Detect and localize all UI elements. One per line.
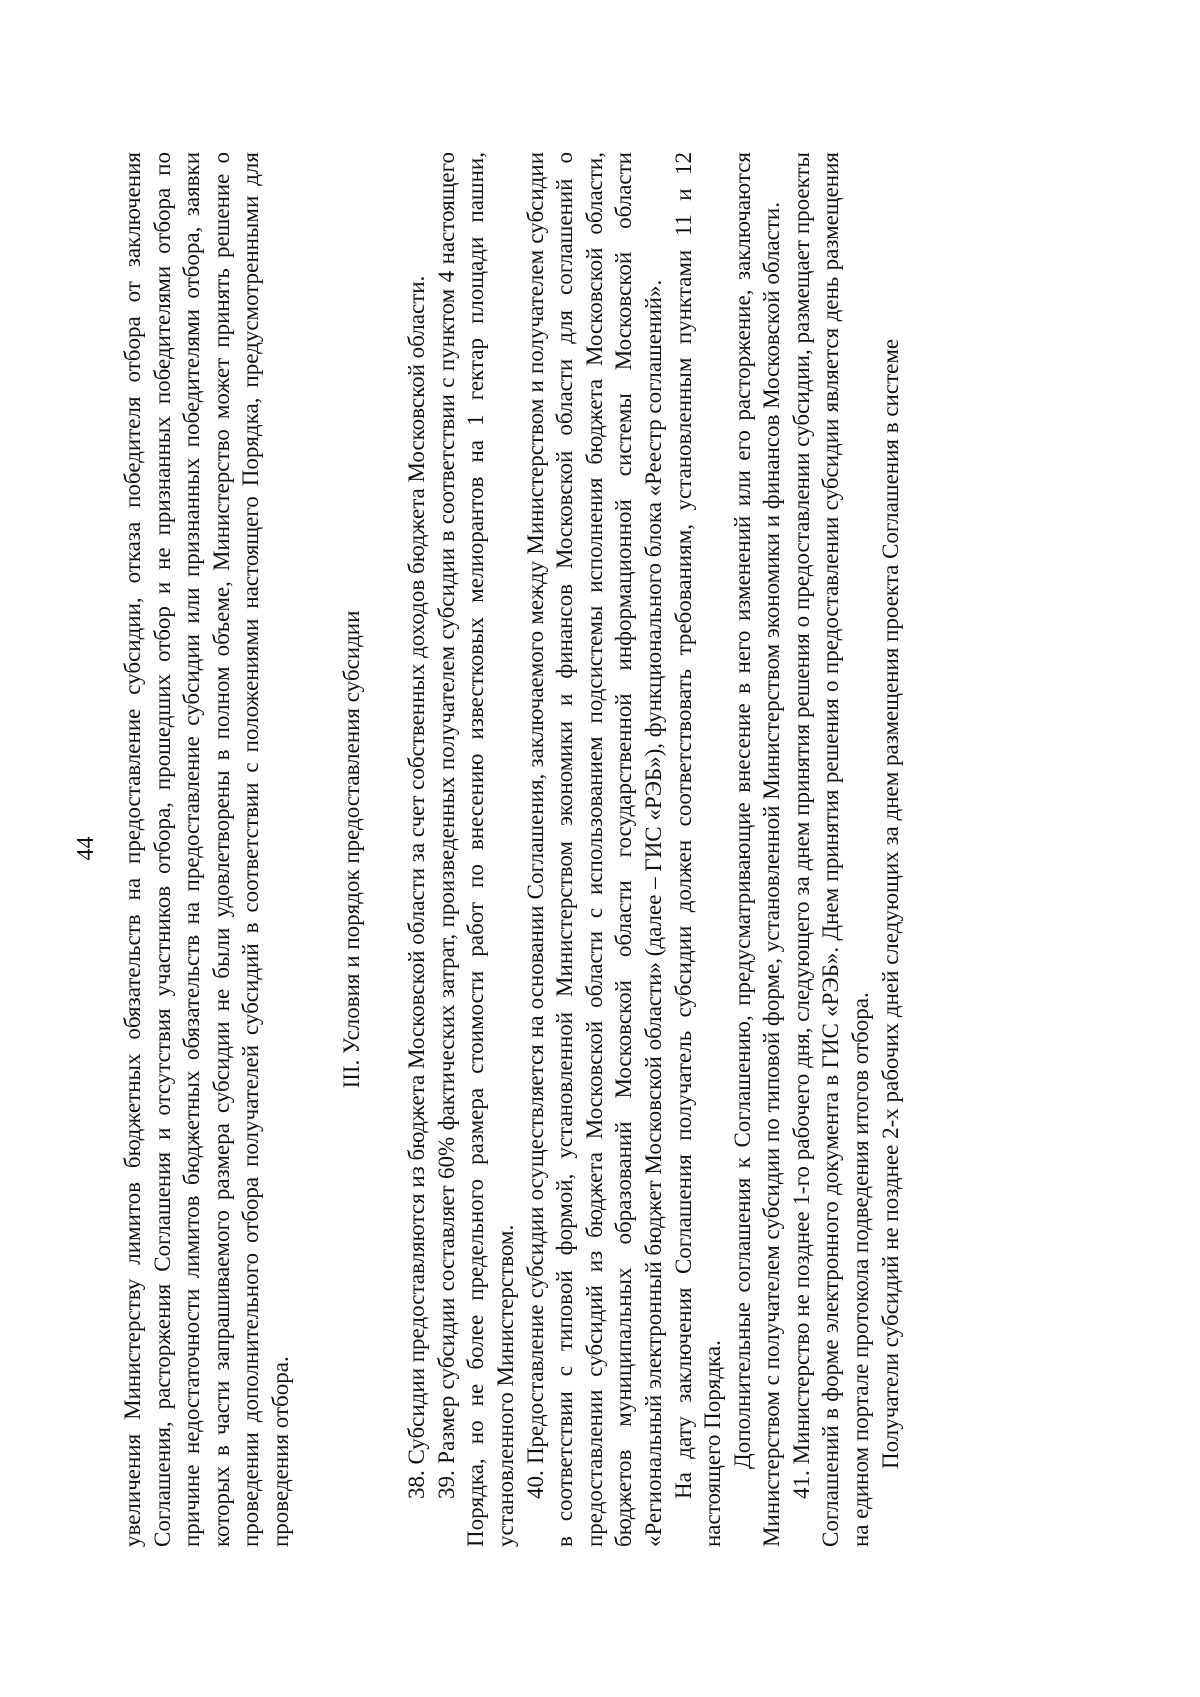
page-number: 44 <box>73 836 99 861</box>
document-body <box>118 152 905 1547</box>
paragraph-41: 41. Министерство не позднее 1-го рабочего дня, следующего за днем принятия решения о предоставлении субсидии, размещает проекты Соглашений в форме электронного документа в ГИС «РЭБ». Днем принятия решения о предоставлении субсидии является день размещения на едином портале протокола подведения итогов отбора. <box>788 152 874 1547</box>
paragraph-39: 39. Размер субсидии составляет 60% фактических затрат, произведенных получателем субсидии в соответствии с пунктом 4 настоящего Порядка, но не более предельного размера стоимости работ по внесению известковых мелиорантов на 1 гектар площади пашни, установленного Министерством. <box>433 152 518 1547</box>
paragraph-40-requirements: На дату заключения Соглашения получатель субсидии должен соответствовать требованиям, установленным пунктами 11 и 12 настоящего Порядка. <box>670 152 726 1547</box>
intro-paragraph: увеличения Министерству лимитов бюджетных обязательств на предоставление субсидии, отказа победителя отбора от заключения Соглашения, расторжения Соглашения и отсутствия участников отбора, прошедших отбор и не признанных победителями отбора по причине недостаточности лимитов бюджетных обязательств на предоставление субсидии или признанных победителями отбора, заявки которых в части запрашиваемого размера субсидии не были удовлетворены в полном объеме, Министерство может принять решение о проведении дополнительного отбора получателей субсидий в соответствии с положениями настоящего Порядка, предусмотренными для проведения отбора. <box>120 152 293 1547</box>
section-heading: III. Условия и порядок предоставления субсидии <box>338 610 364 1089</box>
paragraph-40: 40. Предоставление субсидии осуществляется на основании Соглашения, заключаемого между Министерством и получателем субсидии в соответствии с типовой формой, установленной Министерством экономики и финансов Московской области для соглашений о предоставлении субсидий из бюджета Московской области с использованием подсистемы исполнения бюджета Московской области, бюджетов муниципальных образований Московской области государственной информационной системы Московской области «Региональный электронный бюджет Московской области» (далее – ГИС «РЭБ»), функционального блока «Реестр соглашений». <box>522 152 666 1547</box>
paragraph-38: 38. Субсидии предоставляются из бюджета Московской области за счет собственных доходов бюджета Московской области. <box>404 275 430 1499</box>
paragraph-40-additional-agreements: Дополнительные соглашения к Соглашению, предусматривающие внесение в него изменений или его расторжение, заключаются Министерством с получателем субсидии по типовой форме, установленной Министерством экономики и финансов Московской области. <box>729 152 785 1547</box>
paragraph-41-recipients: Получатели субсидий не позднее 2-х рабочих дней следующих за днем размещения проекта Соглашения в системе <box>877 338 903 1469</box>
